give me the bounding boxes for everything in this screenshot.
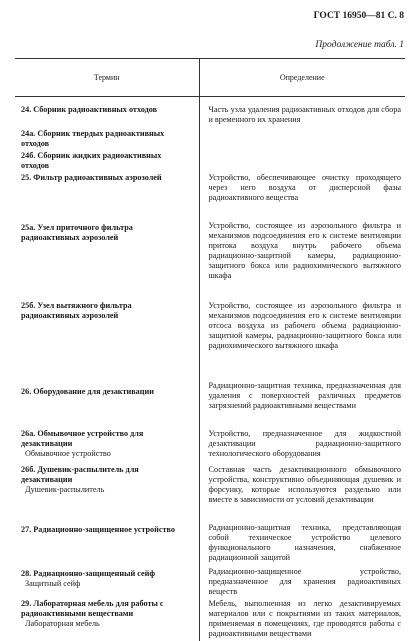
term-text: 25. Фильтр радиоактивных аэрозолей (21, 173, 162, 182)
term-text: 25б. Узел вытяжного фильтра радиоактивных аэрозолей (21, 301, 132, 320)
table-header-row (15, 59, 405, 97)
definition-text: Составная часть дезактивационного обмывочного устройства, конструктивно объединяющая душевик и форсунку, которые используются раздельно или вместе в зависимости от условий дезактивации (208, 465, 401, 504)
table-row (15, 295, 405, 377)
definition-text: Устройство, состоящее из аэрозольного фильтра и механизмов подсоединения его к системе вентиляции отсоса воздуха из рабочего объема радиационно-защитной камеры, радиационно-защитного бокса или радиохимического вытяжного шкафа (208, 301, 401, 350)
term-text: 24. Сборник радиоактивных отходов (21, 105, 158, 114)
table-row (15, 377, 405, 423)
term-text: 26. Оборудование для дезактивации (21, 387, 154, 396)
definition-text: Радиационно-защитная техника, предназначенная для удаления с поверхностей различных предметов загрязнений радиоактивными веществами (208, 381, 401, 410)
term-text: 24а. Сборник твердых радиоактивных отходов (21, 129, 165, 148)
table-row (15, 461, 405, 519)
page-header: ГОСТ 16950—81 С. 8 (313, 11, 404, 21)
terms-table (15, 58, 405, 641)
term-text: 25а. Узел приточного фильтра радиоактивных аэрозолей (21, 223, 133, 242)
table-row (15, 215, 405, 295)
definition-text: Устройство, состоящее из аэрозольного фильтра и механизмов подсоединения его к системе вентиляции притока воздуха внутрь рабочего объема радиационно-защитной камеры, радиационно-защитного бокса или радиохимического вытяжного шкафа (208, 221, 401, 280)
term-text: 29. Лабораторная мебель для работы с радиоактивными веществами (21, 599, 164, 618)
term-synonym: Лабораторная мебель (25, 619, 100, 628)
term-text: 24б. Сборник жидких радиоактивных отходов (21, 151, 162, 170)
definition-text: Радиационно-защитная техника, представляющая собой техническое устройство целевого функционального назначения, снабженное радиационной защитой (208, 523, 401, 562)
term-text: 27. Радиационно-защищенное устройство (21, 525, 175, 534)
term-synonym: Защитный сейф (25, 579, 81, 588)
column-header-definition: Определение (199, 59, 405, 97)
term-text: 26а. Обмывочное устройство для дезактивации (21, 429, 144, 448)
term-text: 28. Радиационно-защищенный сейф (21, 569, 156, 578)
term-synonym: Душевик-распылитель (25, 485, 105, 494)
table-row (15, 519, 405, 563)
term-synonym: Обмывочное устройство (25, 449, 111, 458)
table-row (15, 125, 405, 149)
column-header-term: Термин (15, 59, 199, 97)
definition-text: Устройство, обеспечивающее очистку проходящего через него воздуха от дисперсной фазы радиоактивного вещества (208, 173, 401, 202)
table-row (15, 423, 405, 461)
definition-text: Устройство, предназначенное для жидкостной дезактивации радиационно-защитного технологического оборудования (208, 429, 401, 458)
table-row (15, 97, 405, 126)
table-row (15, 149, 405, 171)
table-row (15, 563, 405, 597)
table-row (15, 597, 405, 641)
definition-text: Мебель, выполненная из легко дезактивируемых материалов или с покрытиями из таких материалов, применяемая в помещениях, где проводятся работы с радиоактивными веществами (208, 599, 401, 638)
table-row (15, 171, 405, 215)
term-text: 26б. Душевик-распылитель для дезактивации (21, 465, 139, 484)
definition-text: Часть узла удаления радиоактивных отходов для сбора и временного их хранения (208, 105, 401, 124)
definition-text: Радиационно-защищенное устройство, предназначенное для хранения радиоактивных веществ (208, 567, 401, 596)
table-continuation-label: Продолжение табл. 1 (315, 40, 404, 50)
